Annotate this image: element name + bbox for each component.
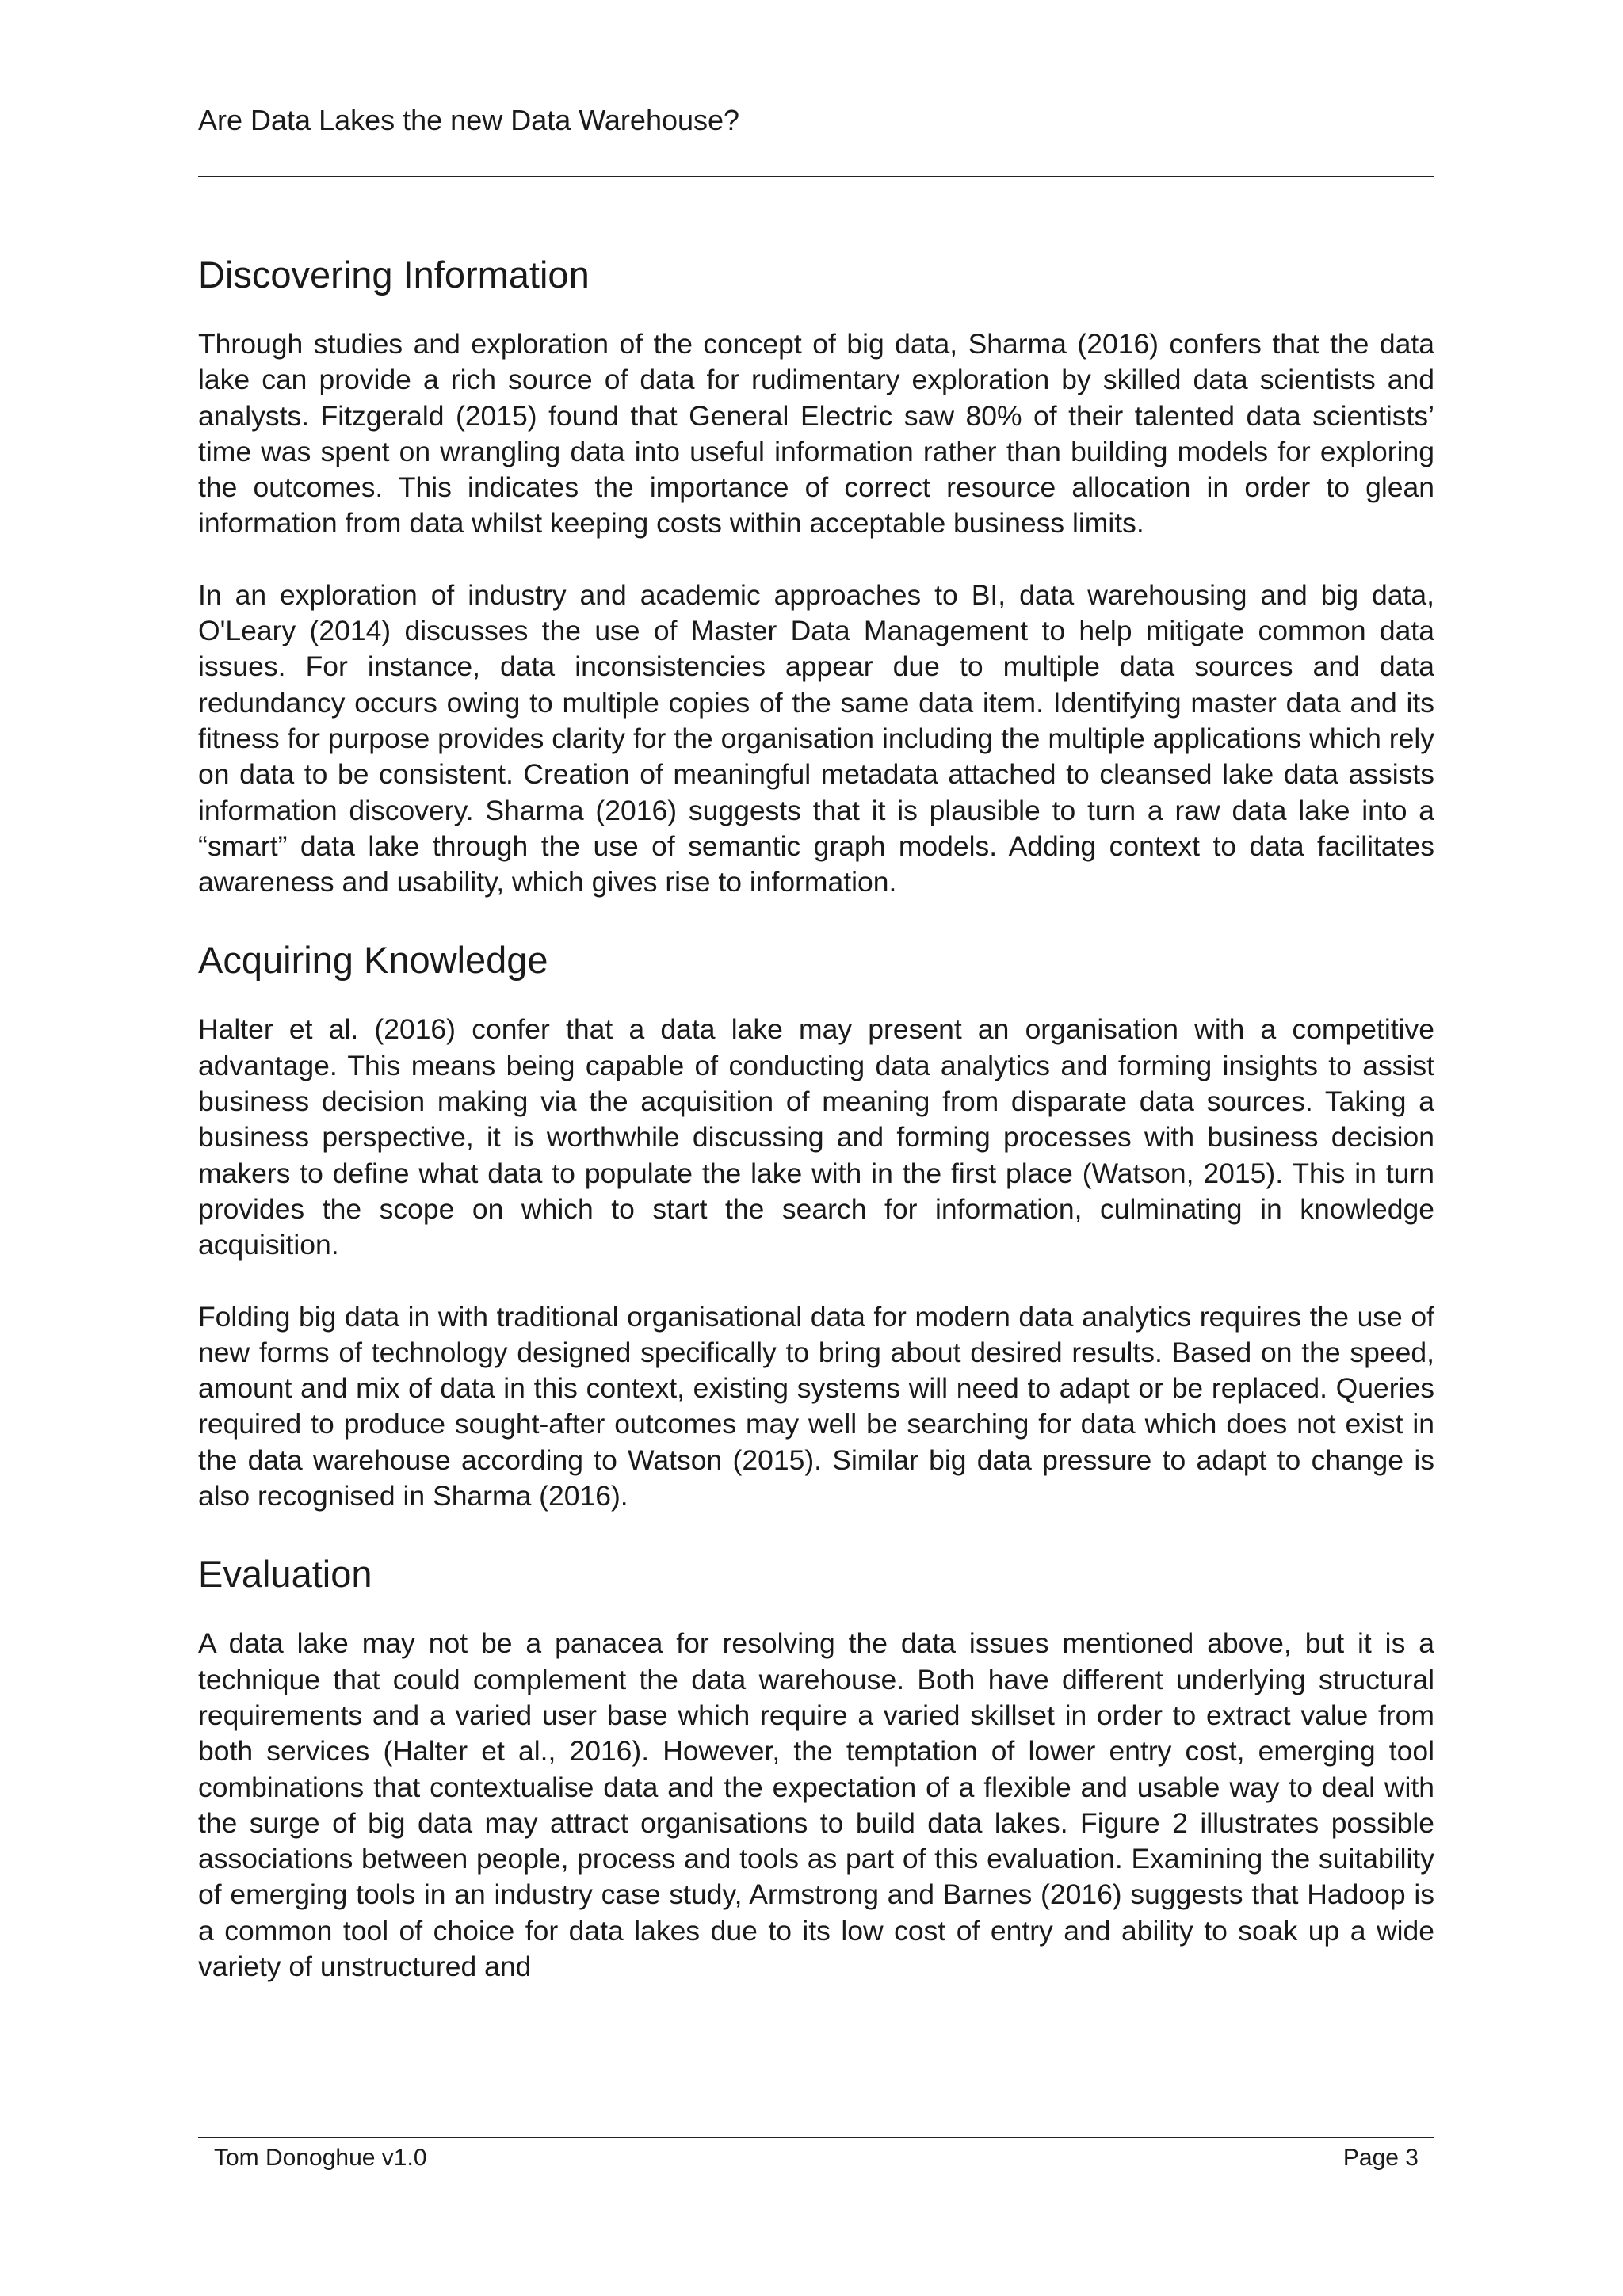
paragraph: A data lake may not be a panacea for resolving the data issues mentioned above, but it is a technique that could complement the data warehouse. Both have different underlying structural requirements and a varied user base which require a varied skillset in order to extract value from both services (Halter et al., 2016). However, the temptation of lower entry cost, emerging tool combinations that contextualise data and the expectation of a flexible and usable way to deal with the surge of big data may attract organisations to build data lakes. Figure 2 illustrates possible associations between people, process and tools as part of this evaluation. Examining the suitability of emerging tools in an industry case study, Armstrong and Barnes (2016) suggests that Hadoop is a common tool of choice for data lakes due to its low cost of entry and ability to soak up a wide variety of unstructured and bbox=[198, 1627, 1434, 1982]
paragraph: Through studies and exploration of the concept of big data, Sharma (2016) confers that the data lake can provide a rich source of data for rudimentary exploration by skilled data scientists and analysts. Fitzgerald (2015) found that General Electric saw 80% of their talented data scientists’ time was spent on wrangling data into useful information rather than building models for exploring the outcomes. This indicates the importance of correct resource allocation in order to glean information from data whilst keeping costs within acceptable business limits. bbox=[198, 328, 1434, 540]
section-acquiring-knowledge bbox=[198, 936, 1434, 1514]
section-evaluation bbox=[198, 1550, 1434, 1985]
footer-page-number: Page 3 bbox=[1342, 2145, 1419, 2171]
footer-author: Tom Donoghue v1.0 bbox=[214, 2145, 427, 2171]
running-header: Are Data Lakes the new Data Warehouse? bbox=[198, 104, 740, 136]
section-heading: Acquiring Knowledge bbox=[198, 939, 548, 982]
paragraph: In an exploration of industry and academic approaches to BI, data warehousing and big data, O'Leary (2014) discusses the use of Master Data Management to help mitigate common data issues. For instance, data inconsistencies appear due to multiple data sources and data redundancy occurs owing to multiple copies of the same data item. Identifying master data and its fitness for purpose provides clarity for the organisation including the multiple applications which rely on data to be consistent. Creation of meaningful metadata attached to cleansed lake data assists information discovery. Sharma (2016) suggests that it is plausible to turn a raw data lake into a “smart” data lake through the use of semantic graph models. Adding context to data facilitates awareness and usability, which gives rise to information. bbox=[198, 578, 1434, 898]
section-discovering-information bbox=[198, 250, 1434, 900]
paragraph: Halter et al. (2016) confer that a data lake may present an organisation with a competitive advantage. This means being capable of conducting data analytics and forming insights to assist business decision making via the acquisition of meaning from disparate data sources. Taking a business perspective, it is worthwhile discussing and forming processes with business decision makers to define what data to populate the lake with in the first place (Watson, 2015). This in turn provides the scope on which to start the search for information, culminating in knowledge acquisition. bbox=[198, 1013, 1434, 1261]
document-body bbox=[198, 250, 1434, 2020]
paragraph: Folding big data in with traditional organisational data for modern data analytics requires the use of new forms of technology designed specifically to bring about desired results. Based on the speed, amount and mix of data in this context, existing systems will need to adapt or be replaced. Queries required to produce sought-after outcomes may well be searching for data which does not exist in the data warehouse according to Watson (2015). Similar big data pressure to adapt to change is also recognised in Sharma (2016). bbox=[198, 1300, 1434, 1512]
section-heading: Discovering Information bbox=[198, 254, 590, 296]
header-divider bbox=[198, 176, 1434, 177]
footer-divider bbox=[198, 2137, 1434, 2138]
section-heading: Evaluation bbox=[198, 1553, 372, 1596]
